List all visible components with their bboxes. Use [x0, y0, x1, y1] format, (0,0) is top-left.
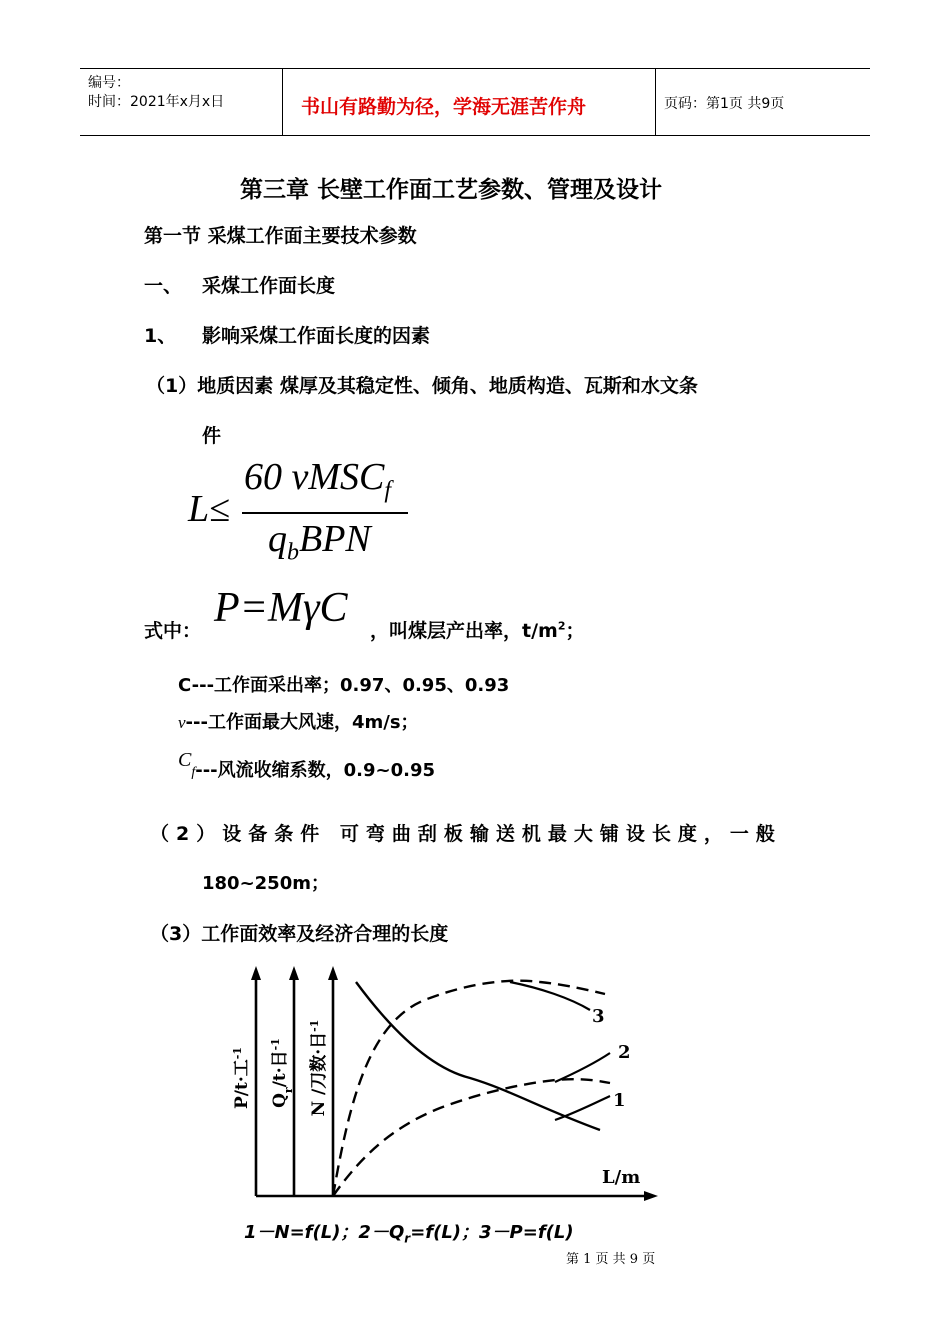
formula-denominator-sub: b	[287, 539, 299, 566]
v-symbol: v	[178, 713, 186, 732]
c-definition: C---工作面采出率；0.97、0.95、0.93	[178, 675, 510, 696]
v-definition-text: ---工作面最大风速，4m/s；	[185, 712, 419, 733]
axis-x-arrow-icon	[644, 1191, 658, 1201]
header-bottom-rule	[80, 135, 870, 136]
figure-caption-sub: r	[404, 1231, 411, 1246]
sub-heading-number: 一、	[144, 275, 183, 297]
item-number: 1、	[144, 325, 177, 347]
formula-numerator	[244, 455, 391, 505]
factor-efficiency: （3）工作面效率及经济合理的长度	[150, 923, 449, 945]
header-divider-left	[282, 68, 283, 136]
cf-definition-text: ---风流收缩系数，0.9~0.95	[195, 760, 436, 781]
header-top-rule	[80, 68, 870, 69]
curve-3-tail	[510, 982, 590, 1010]
factor-equipment-line2: 180~250m；	[202, 873, 329, 894]
item-text: 影响采煤工作面长度的因素	[202, 325, 431, 347]
v-definition	[178, 708, 419, 734]
header-divider-right	[655, 68, 656, 136]
curve-p-dashed	[333, 981, 605, 1196]
p-formula: P=MγC	[214, 585, 348, 631]
where-label: 式中：	[144, 620, 202, 642]
curve-1-label: 1	[613, 1090, 626, 1111]
formula-numerator-sub: f	[384, 477, 392, 504]
figure-caption-part2: =f(L)；3－P=f(L)	[410, 1222, 574, 1243]
factor-equipment-line1: （2）设备条件 可弯曲刮板输送机最大铺设长度，一般	[150, 823, 782, 845]
axis-n-label: N /刀数·日$^{-1}$	[307, 1019, 329, 1117]
formula-denominator-rest: BPN	[299, 518, 371, 560]
formula-denominator-q: q	[268, 518, 287, 560]
axis-n-arrow-icon	[328, 966, 338, 980]
curve-n-solid	[356, 982, 600, 1130]
formula-fraction-bar	[242, 512, 408, 514]
curve-2-tail	[555, 1053, 610, 1082]
header-page-info: 页码：第1页 共9页	[664, 96, 785, 112]
length-efficiency-chart	[210, 958, 670, 1258]
axis-q-label: $Q_r/t\cdot$日$^{-1}$	[268, 1038, 295, 1108]
axis-p-arrow-icon	[251, 966, 261, 980]
p-description	[370, 616, 585, 643]
curve-2-label: 2	[618, 1042, 631, 1063]
footer-page-number: 第 1 页 共 9 页	[566, 1252, 656, 1267]
cf-definition	[178, 749, 436, 785]
curve-q-dashed	[333, 1079, 610, 1196]
factor-geology-line1: （1）地质因素 煤厚及其稳定性、倾角、地质构造、瓦斯和水文条	[146, 375, 698, 397]
formula-lhs: L≤	[188, 488, 230, 530]
figure-caption	[244, 1218, 574, 1246]
cf-symbol: C	[178, 749, 192, 771]
doc-time-label: 时间：2021年x月x日	[88, 94, 225, 110]
formula-numerator-main: 60 vMSC	[244, 456, 385, 498]
section-title: 第一节 采煤工作面主要技术参数	[144, 225, 417, 247]
axis-x-label: L/m	[602, 1167, 641, 1188]
p-description-sup: 2	[557, 619, 566, 633]
curve-3-label: 3	[592, 1006, 605, 1027]
doc-number-label: 编号：	[88, 75, 130, 91]
axis-q-arrow-icon	[289, 966, 299, 980]
p-description-end: ；	[565, 620, 585, 642]
factor-geology-line2: 件	[202, 425, 222, 447]
curve-1-tail	[555, 1096, 610, 1120]
chapter-title: 第三章 长壁工作面工艺参数、管理及设计	[240, 177, 663, 203]
sub-heading-text: 采煤工作面长度	[202, 275, 336, 297]
figure-caption-part1: 1－N=f(L)；2－Q	[244, 1222, 405, 1243]
axis-p-label: P/t·工$^{-1}$	[230, 1047, 252, 1109]
cf-sub: f	[191, 765, 196, 781]
formula-denominator	[268, 517, 371, 567]
p-description-text: ，叫煤层产出率，t/m	[370, 620, 558, 642]
header-motto: 书山有路勤为径，学海无涯苦作舟	[301, 96, 587, 118]
